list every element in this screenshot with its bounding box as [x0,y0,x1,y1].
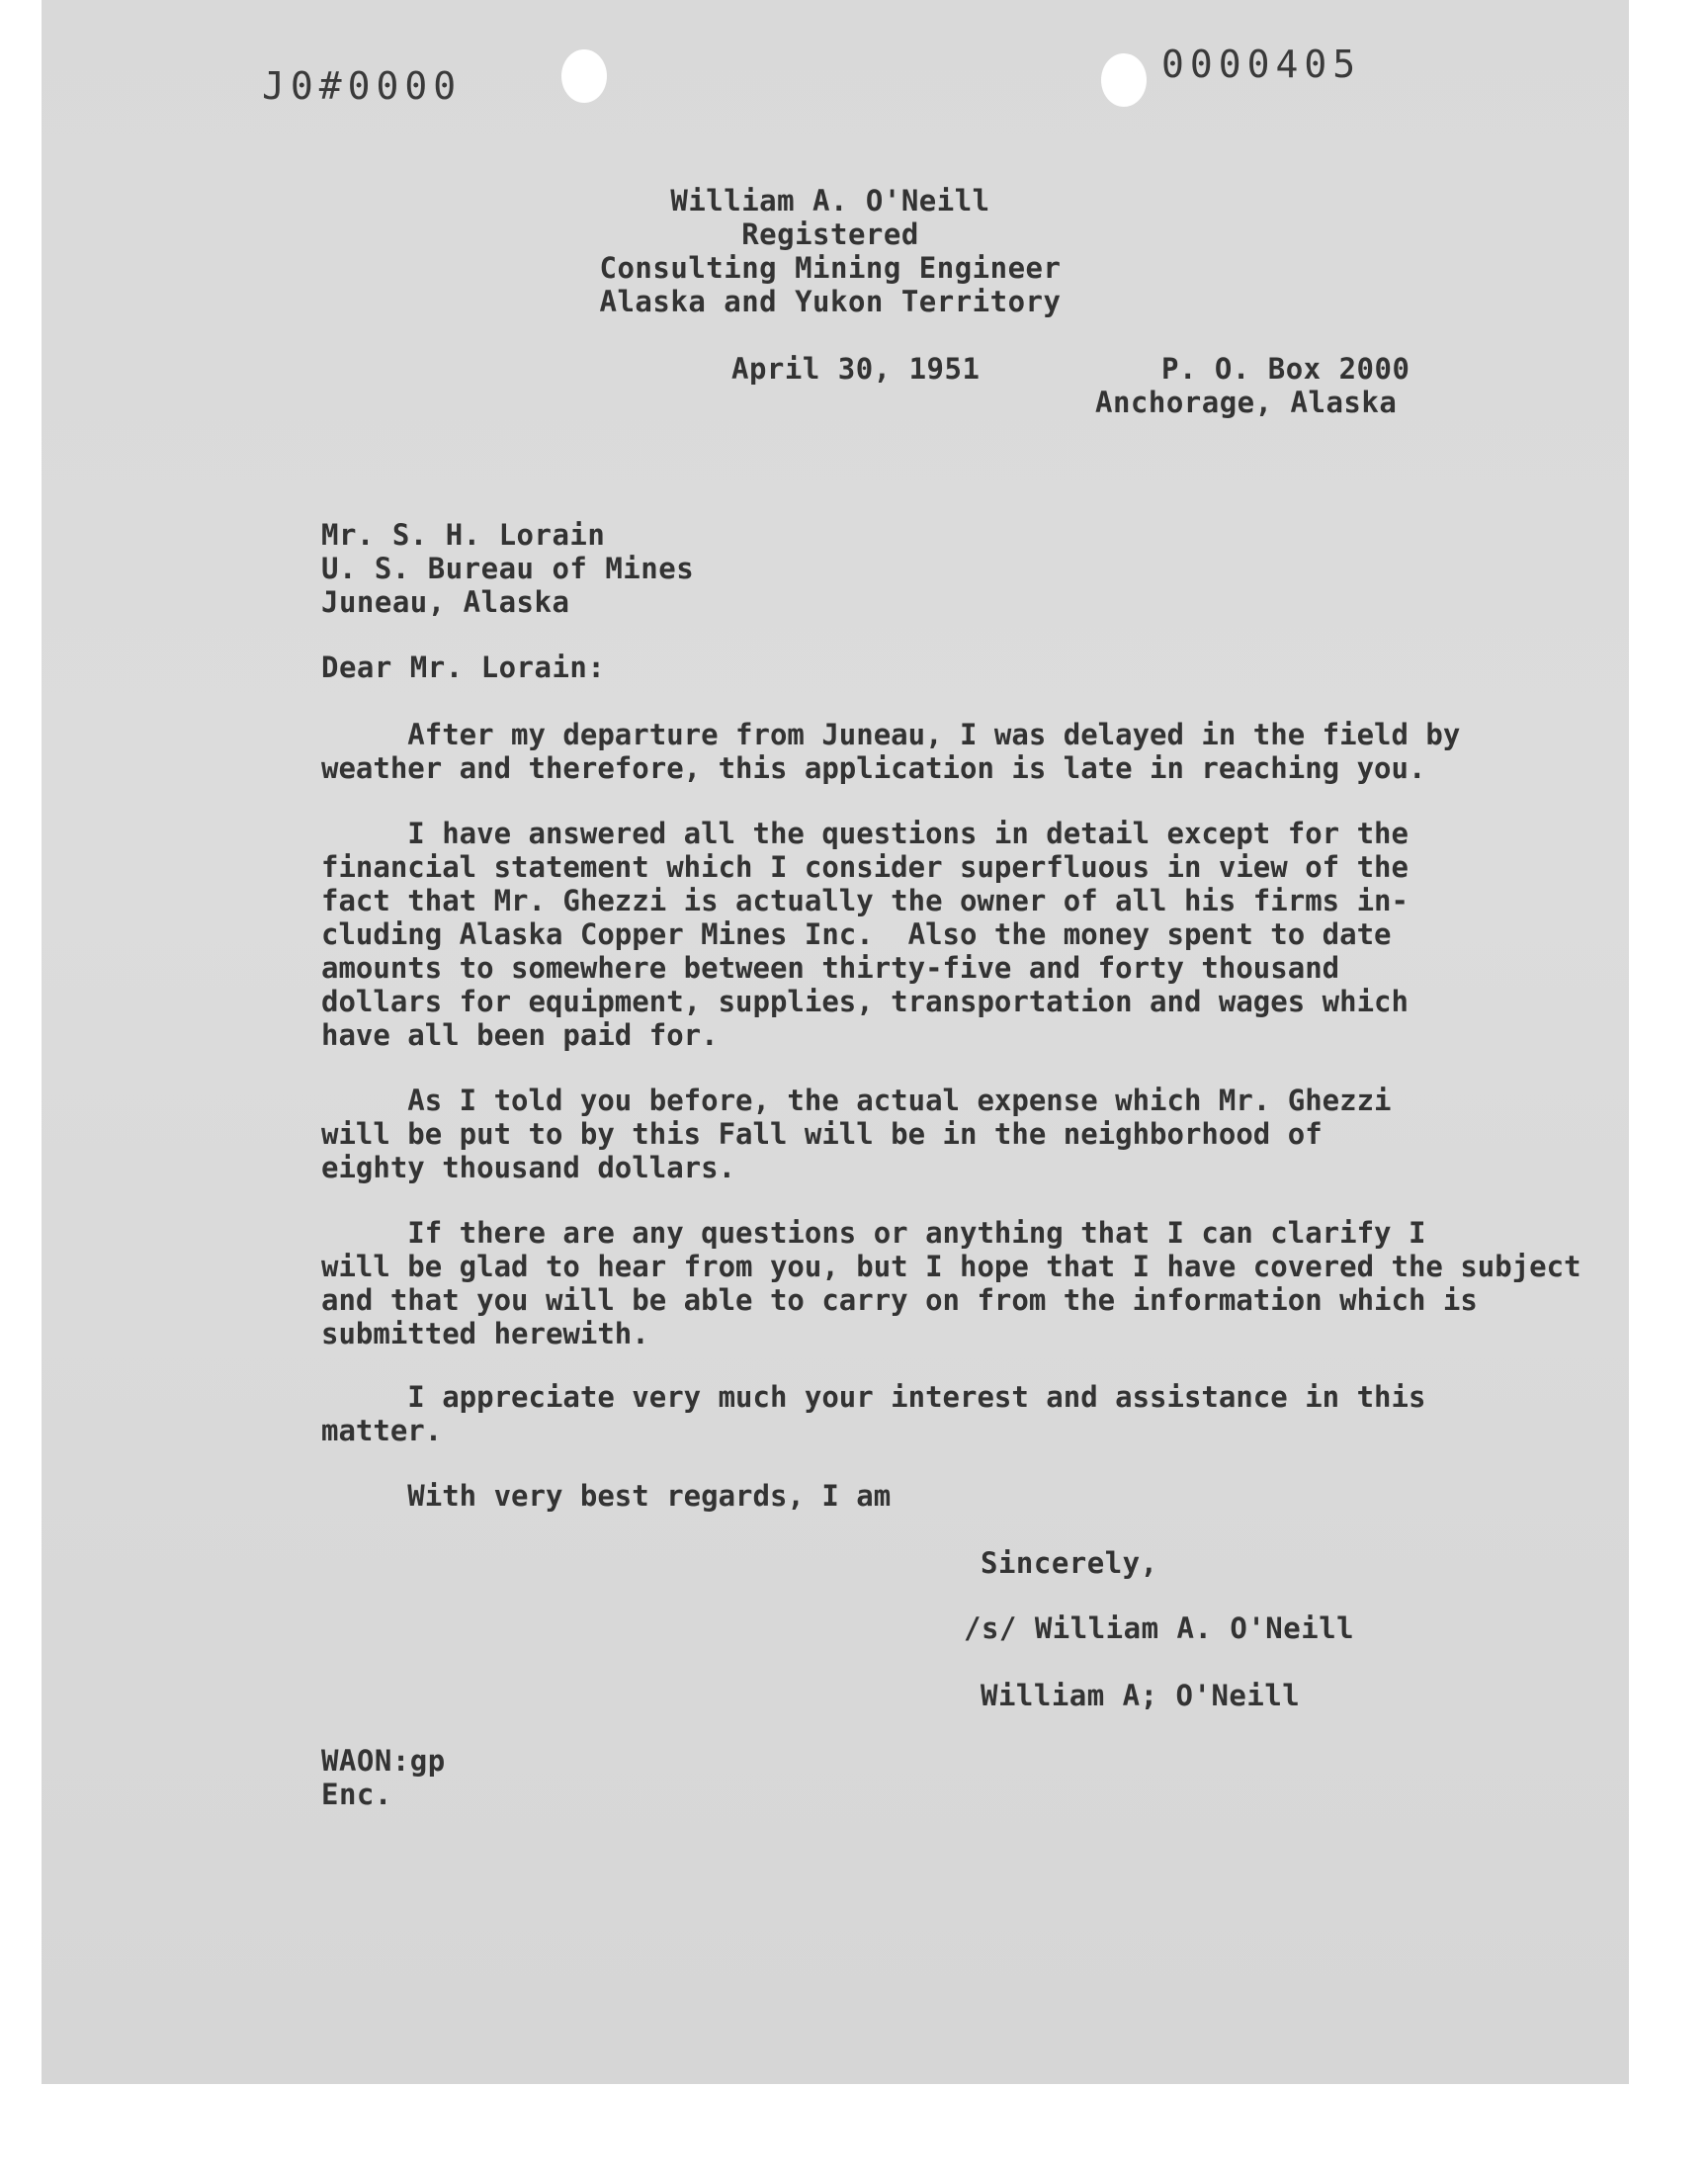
recipient-city: Juneau, Alaska [321,585,570,619]
typed-name: William A; O'Neill [981,1679,1301,1712]
recipient-organization: U. S. Bureau of Mines [321,552,695,585]
punch-hole-right [1101,53,1147,107]
recipient-name: Mr. S. H. Lorain [321,518,606,552]
letterhead-title: Consulting Mining Engineer [599,251,1062,285]
left-stamp-code: J0#0000 [262,64,463,108]
body-paragraph-6: With very best regards, I am [321,1479,892,1513]
reference-initials: WAON:gp [321,1744,446,1778]
salutation: Dear Mr. Lorain: [321,651,606,684]
complimentary-close: Sincerely, [981,1546,1158,1580]
body-paragraph-1: After my departure from Juneau, I was delayed in the field by weather and therefore, this application is late in reaching you. [321,718,1461,785]
letterhead-name: William A. O'Neill [670,184,990,218]
sender-city: Anchorage, Alaska [1095,386,1398,419]
sender-po-box: P. O. Box 2000 [1161,352,1410,386]
letter-date: April 30, 1951 [731,352,981,386]
page-number-stamp: 0000405 [1161,43,1362,86]
enclosure-note: Enc. [321,1778,392,1811]
signature-line: /s/ William A. O'Neill [964,1611,1355,1645]
body-paragraph-5: I appreciate very much your interest and assistance in this matter. [321,1380,1426,1447]
punch-hole-left [561,49,607,103]
letterhead-territory: Alaska and Yukon Territory [599,285,1062,318]
body-paragraph-3: As I told you before, the actual expense which Mr. Ghezzi will be put to by this Fall will be in the neighborhood of eighty thousand dollars. [321,1084,1392,1184]
body-paragraph-4: If there are any questions or anything that I can clarify I will be glad to hear from you, but I hope that I have covered the subject and that you will be able to carry on from the information which is submitted herewith. [321,1216,1581,1350]
letterhead-registered: Registered [741,218,919,251]
body-paragraph-2: I have answered all the questions in detail except for the financial statement which I consider superfluous in view of the fact that Mr. Ghezzi is actually the owner of all his firms in- cluding Alaska Copper Mines Inc. Also the money spent to date amounts to somewhere between thirty-five and forty thousand dollars for equipment, supplies, transportation and wages which have all been paid for. [321,817,1409,1052]
